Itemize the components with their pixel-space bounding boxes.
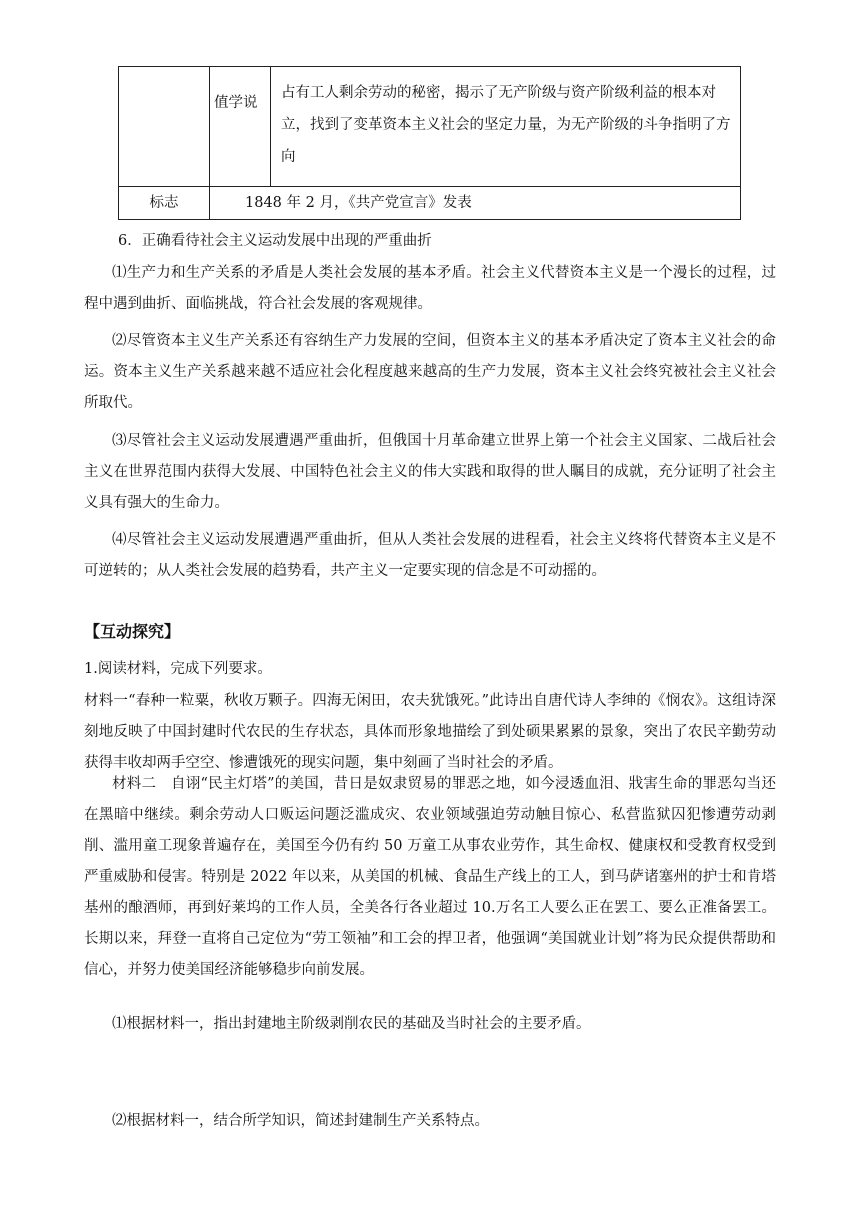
material-paragraph: 材料一“春种一粒粟，秋收万颗子。四海无闲田，农夫犹饿死。”此诗出自唐代诗人李绅的《悯农》。这组诗深刻地反映了中国封建时代农民的生存状态，具体而形象地描绘了到处硕果累累的景象，突出了农民辛勤劳动获得丰收却两手空空、惨遭饿死的现实问题，集中刻画了当时社会的矛盾。 [84, 693, 776, 771]
section-title: 6．正确看待社会主义运动发展中出现的严重曲折 [118, 233, 432, 249]
table-divider [270, 67, 271, 186]
question: 1.阅读材料，完成下列要求。 [84, 661, 272, 677]
paragraph: ⑴生产力和生产关系的矛盾是人类社会发展的基本矛盾。社会主义代替资本主义是一个漫长的过程，过程中遇到曲折、面临挑战，符合社会发展的客观规律。 [84, 265, 776, 312]
paragraph: ⑷尽管社会主义运动发展遭遇严重曲折，但从人类社会发展的进程看，社会主义终将代替资本主义是不可逆转的；从人类社会发展的趋势看，共产主义一定要实现的信念是不可动摇的。 [84, 532, 776, 579]
table-cell-label: 标志 [149, 195, 179, 211]
table-cell-text: 占有工人剩余劳动的秘密，揭示了无产阶级与资产阶级利益的根本对立，找到了变革资本主义社会的坚定力量，为无产阶级的斗争指明了方向 [281, 85, 731, 165]
section-heading: 【互动探究】 [84, 622, 181, 641]
material-paragraph: 材料二 自诩“民主灯塔”的美国，昔日是奴隶贸易的罪恶之地，如今浸透血泪、戕害生命的罪恶勾当还在黑暗中继续。剩余劳动人口贩运问题泛滥成灾、农业领域强迫劳动触目惊心、私营监狱囚犯惨遭劳动剥削、滥用童工现象普遍存在，美国至今仍有约 50 万童工从事农业劳作，其生命权、健康权和受教育权受到严重威胁和侵害。特别是 2022 年以来，从美国的机械、食品生产线上的工人，到马萨诸塞州的护士和肯塔基州的酿酒师，再到好莱坞的工作人员，全美各行各业超过 10.万名工人要么正在罢工、要么正准备罢工。长期以来，拜登一直将自己定位为“劳工领袖”和工会的捍卫者，他强调“美国就业计划”将为民众提供帮助和信心，并努力使美国经济能够稳步向前发展。 [84, 776, 776, 978]
sub-question: ⑵根据材料一，结合所学知识，简述封建制生产关系特点。 [112, 1113, 489, 1129]
paragraph: ⑶尽管社会主义运动发展遭遇严重曲折，但俄国十月革命建立世界上第一个社会主义国家、二战后社会主义在世界范围内获得大发展、中国特色社会主义的伟大实践和取得的世人瞩目的成就，充分证明了社会主义具有强大的生命力。 [84, 433, 776, 511]
sub-question: ⑴根据材料一，指出封建地主阶级剥削农民的基础及当时社会的主要矛盾。 [112, 1016, 591, 1032]
content-table [118, 66, 741, 220]
table-cell-label: 值学说 [214, 95, 258, 111]
table-divider [119, 186, 740, 187]
paragraph: ⑵尽管资本主义生产关系还有容纳生产力发展的空间，但资本主义的基本矛盾决定了资本主义社会的命运。资本主义生产关系越来越不适应社会化程度越来越高的生产力发展，资本主义社会终究被社会主义社会所取代。 [84, 333, 776, 411]
table-divider [209, 67, 210, 219]
table-cell-text: 1848 年 2 月，《共产党宣言》发表 [245, 195, 472, 211]
